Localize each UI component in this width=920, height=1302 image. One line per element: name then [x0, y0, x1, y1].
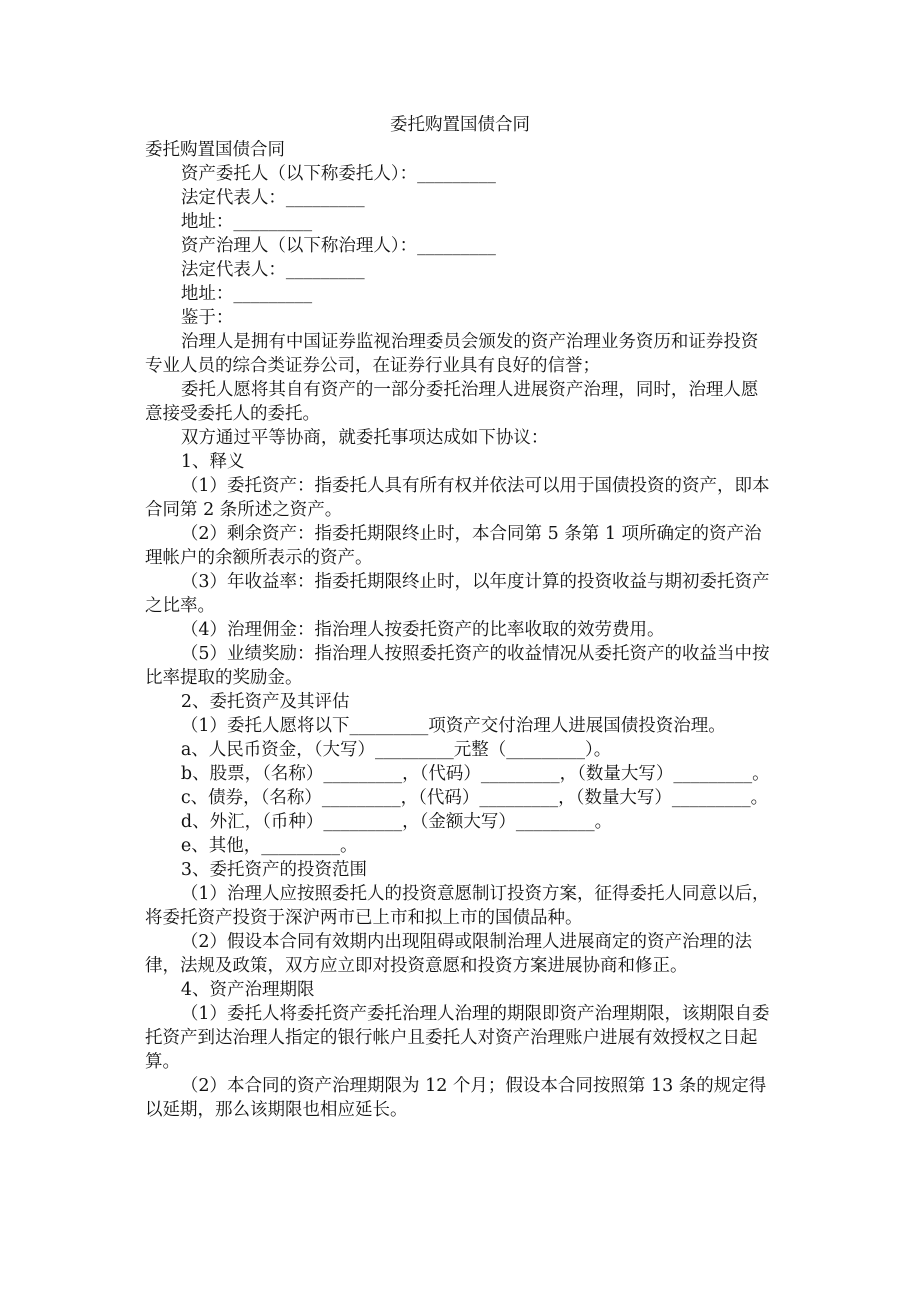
paragraph: 鉴于：: [180, 308, 234, 328]
document-body: [145, 138, 775, 1122]
paragraph: 双方通过平等协商，就委托事项达成如下协议：: [180, 428, 549, 448]
paragraph: （1）委托人愿将以下_________项资产交付治理人进展国债投资治理。: [180, 716, 726, 736]
paragraph: （4）治理佣金：指治理人按委托资产的比率收取的效劳费用。: [180, 620, 665, 640]
paragraph: （1）委托资产：指委托人具有所有权并依法可以用于国债投资的资产，即本合同第 2 条所述之资产。: [145, 476, 770, 520]
paragraph: 地址：_________: [180, 212, 313, 232]
paragraph: 3、委托资产的投资范围: [180, 860, 368, 880]
paragraph: 1、释义: [180, 452, 245, 472]
document-title: 委托购置国债合同: [390, 115, 530, 135]
paragraph: 资产委托人（以下称委托人）：_________: [180, 164, 496, 184]
paragraph: （5）业绩奖励：指治理人按照委托资产的收益情况从委托资产的收益当中按比率提取的奖励金。: [145, 644, 770, 688]
paragraph: 委托购置国债合同: [145, 140, 285, 160]
paragraph: a、人民币资金，（大写）_________元整（_________）。: [180, 740, 612, 760]
paragraph: （2）假设本合同有效期内出现阻碍或限制治理人进展商定的资产治理的法律，法规及政策，双方应立即对投资意愿和投资方案进展协商和修正。: [145, 932, 753, 976]
paragraph: c、债券，（名称）_________，（代码）_________，（数量大写）_________。: [180, 788, 769, 808]
paragraph: （1）治理人应按照委托人的投资意愿制订投资方案，征得委托人同意以后，将委托资产投资于深沪两市已上市和拟上市的国债品种。: [145, 884, 770, 928]
paragraph: e、其他，_________。: [180, 836, 358, 856]
paragraph: 资产治理人（以下称治理人）：_________: [180, 236, 496, 256]
paragraph: 法定代表人：_________: [180, 188, 365, 208]
paragraph: 4、资产治理期限: [180, 980, 315, 1000]
paragraph: （2）剩余资产：指委托期限终止时，本合同第 5 条第 1 项所确定的资产治理帐户的余额所表示的资产。: [145, 524, 762, 568]
paragraph: 法定代表人：_________: [180, 260, 365, 280]
paragraph: b、股票，（名称）_________，（代码）_________，（数量大写）_________。: [180, 764, 770, 784]
paragraph: （1）委托人将委托资产委托治理人治理的期限即资产治理期限，该期限自委托资产到达治理人指定的银行帐户且委托人对资产治理账户进展有效授权之日起算。: [145, 1004, 770, 1072]
paragraph: d、外汇，（币种）_________，（金额大写）_________。: [180, 812, 613, 832]
paragraph: 治理人是拥有中国证券监视治理委员会颁发的资产治理业务资历和证券投资专业人员的综合类证券公司，在证券行业具有良好的信誉；: [145, 332, 759, 376]
paragraph: （2）本合同的资产治理期限为 12 个月；假设本合同按照第 13 条的规定得以延期，那么该期限也相应延长。: [145, 1076, 767, 1120]
paragraph: 地址：_________: [180, 284, 313, 304]
document-page: [145, 112, 775, 1122]
paragraph: 2、委托资产及其评估: [180, 692, 350, 712]
paragraph: 委托人愿将其自有资产的一部分委托治理人进展资产治理，同时，治理人愿意接受委托人的委托。: [145, 380, 759, 424]
paragraph: （3）年收益率：指委托期限终止时，以年度计算的投资收益与期初委托资产之比率。: [145, 572, 770, 616]
